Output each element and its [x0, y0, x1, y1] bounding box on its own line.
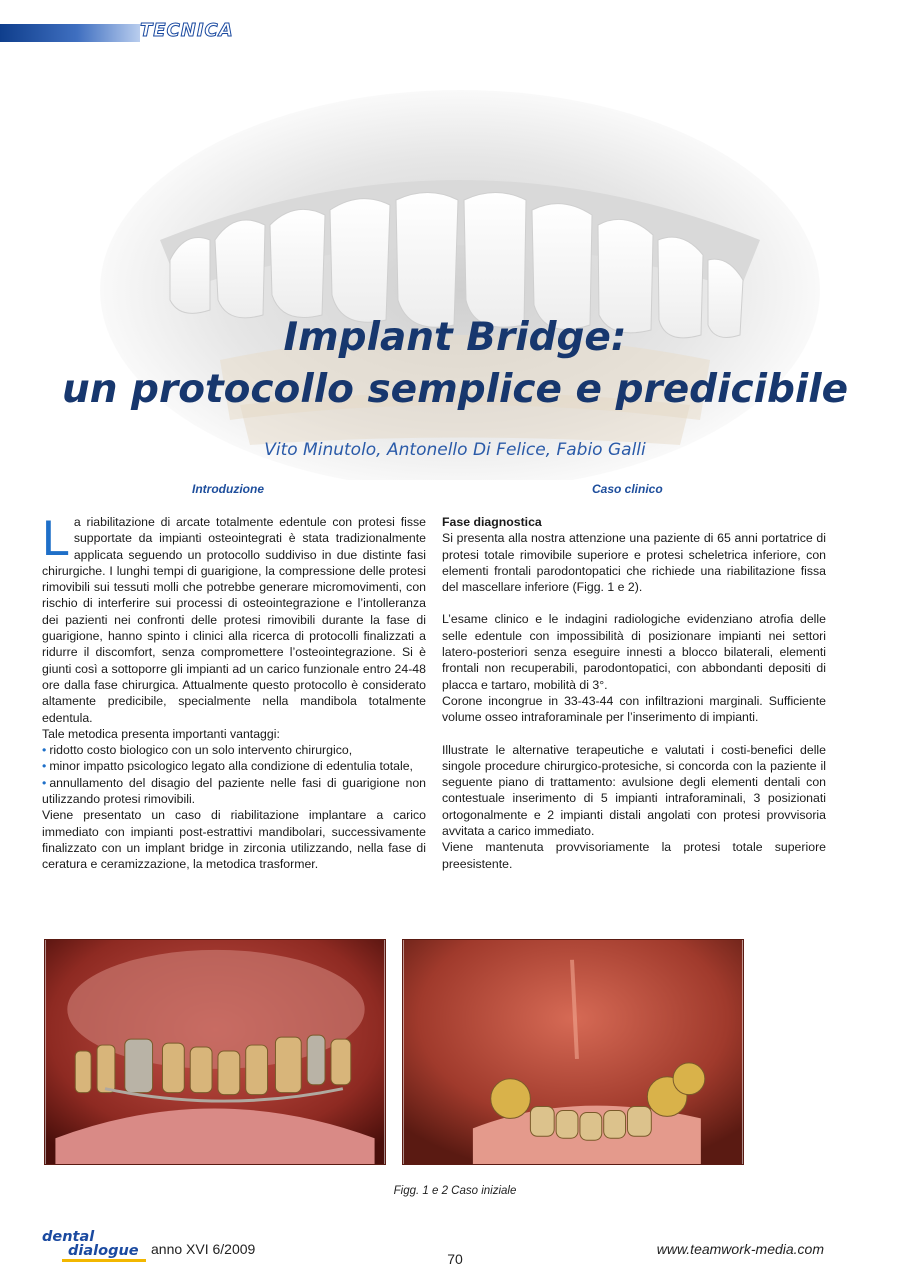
advantage-item	[42, 758, 426, 774]
figure-caption: Figg. 1 e 2 Caso iniziale	[393, 1185, 517, 1197]
website-url: www.teamwork-media.com	[656, 1241, 824, 1257]
closing-paragraph: Viene presentato un caso di riabilitazione implantare a carico immediato con impianti post-estrattivi mandibolari, successivamente finalizzato con un implant bridge in zirconia utilizzando, nella fase di ceratura e ceramizzazione, la metodica trasformer.	[42, 808, 426, 872]
case-paragraph: Corone incongrue in 33-43-44 con infiltrazioni marginali. Sufficiente volume osseo intraforaminale per l’inserimento di impianti.	[442, 693, 826, 725]
left-column	[42, 510, 426, 873]
section-label: TECNICA	[140, 20, 234, 41]
bullet-icon: •	[42, 775, 47, 790]
drop-cap: L	[42, 510, 70, 566]
right-column	[442, 514, 826, 872]
advantages-intro: Tale metodica presenta importanti vantaggi:	[42, 726, 280, 741]
paragraph-gap	[442, 595, 826, 611]
heading-caso-clinico: Caso clinico	[592, 482, 663, 496]
advantage-item	[42, 775, 426, 808]
figure-1-illustration	[45, 940, 385, 1164]
logo-line-1: dental	[42, 1229, 95, 1245]
intro-paragraph	[42, 510, 426, 726]
title-line-2: un protocollo semplice e predicibile	[61, 367, 849, 412]
case-paragraph: Illustrate le alternative terapeutiche e valutati i costi-benefici delle singole procedure chirurgico-protesiche, si concorda con la paziente il seguente piano di trattamento: avulsione degli elementi dentali con contestuale inserimento di 5 impianti intraforaminali, 3 posizionati ortogonalmente e 2 impianti distali angolati con protesi provvisoria avvitata a carico immediato.	[442, 742, 826, 839]
case-paragraph: Viene mantenuta provvisoriamente la protesi totale superiore preesistente.	[442, 840, 826, 871]
intro-text: a riabilitazione di arcate totalmente edentule con protesi fisse supportate da impianti osteointegrati è stata tradizionalmente applicata seguendo un protocollo suddiviso in due distinte fasi chirurgiche. I lunghi tempi di guarigione, la compressione delle protesi rimovibili sui tessuti molli che potrebbe generare micromovimenti, con rischio di interferire sui processi di osteointegrazione e l’intolleranza dei pazienti nei confronti delle protesi rimovibili durante la fase di guarigione, hanno spinto i clinici alla ricerca di protocolli finalizzati a ridurre il discomfort, senza compromettere l’osteointegrazione. Si è giunti così a sottoporre gli impianti ad un carico funzionale entro 24-48 ore dalla fase chirurgica. Attualmente questo protocollo è considerato altamente predicibile, specialmente nella mandibola totalmente edentula.	[42, 515, 426, 725]
advantage-text: ridotto costo biologico con un solo intervento chirurgico,	[49, 743, 353, 758]
hero-image	[100, 60, 820, 480]
logo-line-2: dialogue	[68, 1243, 139, 1259]
advantage-text: minor impatto psicologico legato alla condizione di edentulia totale,	[49, 759, 413, 774]
bullet-icon: •	[42, 759, 47, 774]
hero-teeth-illustration	[100, 60, 820, 480]
bullet-icon: •	[42, 743, 47, 758]
issue-info: anno XVI 6/2009	[151, 1241, 256, 1257]
advantage-item	[42, 742, 426, 758]
figure-2-illustration	[403, 940, 743, 1164]
paragraph-gap	[442, 726, 826, 742]
advantage-text: annullamento del disagio del paziente nelle fasi di guarigione non utilizzando protesi rimovibili.	[42, 775, 426, 807]
case-paragraph: Si presenta alla nostra attenzione una paziente di 65 anni portatrice di protesi totale rimovibile superiore e protesi scheletrica inferiore, con elementi frontali parodontopatici che richiede una riabilitazione fissa del mascellare inferiore (Figg. 1 e 2).	[442, 531, 826, 595]
subheading-fase-diagnostica: Fase diagnostica	[442, 515, 542, 529]
figure-2-photo	[402, 939, 744, 1165]
heading-introduzione: Introduzione	[192, 482, 264, 496]
article-title	[0, 312, 910, 416]
case-paragraph: L’esame clinico e le indagini radiologiche evidenziano atrofia delle selle edentule con impossibilità di posizionare impianti nei settori latero-posteriori senza eseguire innesti a blocco bilaterali, elementi frontali non recuperabili, parodontopatici, con abbondanti depositi di placca e tartaro, mobilità di 3°.	[442, 612, 826, 692]
article-authors: Vito Minutolo, Antonello Di Felice, Fabio Galli	[264, 440, 646, 460]
section-header-bar	[0, 24, 140, 42]
title-line-1: Implant Bridge:	[283, 315, 627, 360]
figure-1-photo	[44, 939, 386, 1165]
page-number: 70	[447, 1251, 463, 1267]
